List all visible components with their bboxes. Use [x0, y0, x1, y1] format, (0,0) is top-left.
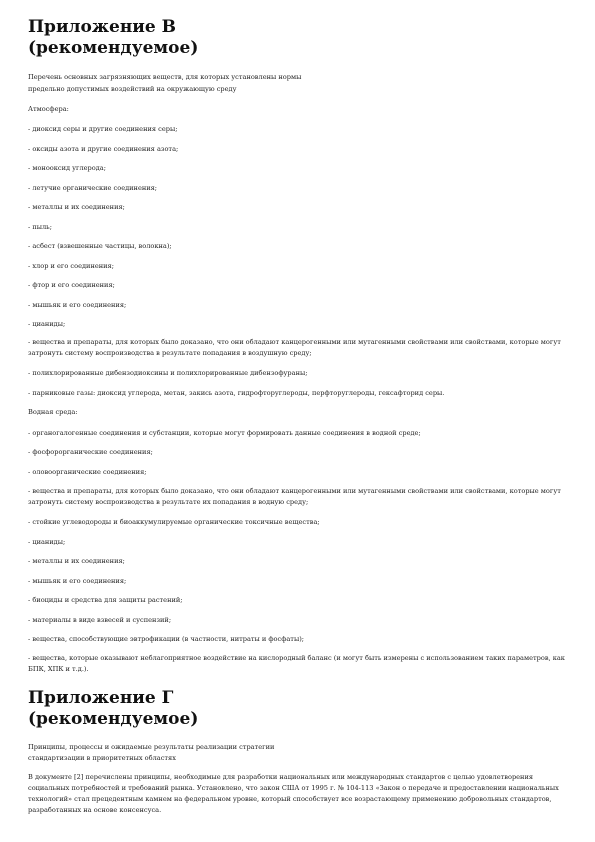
list-item: - монооксид углерода;	[28, 164, 106, 172]
appendix-b-intro-line2: предельно допустимых воздействий на окружающую среду	[28, 85, 237, 93]
list-item: - органогалогенные соединения и субстанции, которые могут формировать данные соединения в водной среде;	[28, 429, 421, 437]
appendix-b-subtitle: (рекомендуемое)	[28, 38, 199, 58]
list-item: - цианиды;	[28, 320, 66, 328]
atmosphere-heading: Атмосфера:	[28, 105, 69, 113]
list-item: - вещества и препараты, для которых было доказано, что они обладают канцерогенными или мутагенными свойствами или свойствами, которые могут затронуть систему воспроизводства в результате их попадания в водную среду;	[28, 487, 561, 506]
list-item: - стойкие углеводороды и биоаккумулируемые органические токсичные вещества;	[28, 518, 320, 526]
list-item: - мышьяк и его соединения;	[28, 577, 127, 585]
list-item: - вещества и препараты, для которых было доказано, что они обладают канцерогенными или мутагенными свойствами или свойствами, которые могут затронуть систему воспроизводства в результате попадания в воздушную среду;	[28, 338, 561, 357]
list-item: - материалы в виде взвесей и суспензий;	[28, 616, 172, 624]
list-item: - пыль;	[28, 223, 52, 231]
list-item: - парниковые газы: диоксид углерода, метан, закись азота, гидрофторуглероды, перфторуглероды, гексафторид серы.	[28, 389, 445, 397]
list-item: - металлы и их соединения;	[28, 203, 125, 211]
list-item: - оксиды азота и другие соединения азота;	[28, 145, 179, 153]
list-item: - асбест (взвешенные частицы, волокна);	[28, 242, 172, 250]
water-heading: Водная среда:	[28, 408, 78, 416]
list-item: - фтор и его соединения;	[28, 281, 115, 289]
list-item: - фосфорорганические соединения;	[28, 448, 153, 456]
list-item: - цианиды;	[28, 538, 66, 546]
list-item: - полихлорированные дибензодиоксины и полихлорированные дибензофураны;	[28, 369, 308, 377]
appendix-g-intro-line2: стандартизации в приоритетных областях	[28, 754, 176, 762]
list-item: - вещества, способствующие эвтрофикации (в частности, нитраты и фосфаты);	[28, 635, 304, 643]
appendix-g-subtitle: (рекомендуемое)	[28, 709, 199, 729]
appendix-b-intro-line1: Перечень основных загрязняющих веществ, для которых установлены нормы	[28, 73, 302, 81]
list-item: - диоксид серы и другие соединения серы;	[28, 125, 178, 133]
list-item: - биоциды и средства для защиты растений;	[28, 596, 183, 604]
list-item: - металлы и их соединения;	[28, 557, 125, 565]
list-item: - мышьяк и его соединения;	[28, 301, 127, 309]
appendix-g-intro-line1: Принципы, процессы и ожидаемые результаты реализации стратегии	[28, 743, 275, 751]
appendix-b-title: Приложение В	[28, 17, 177, 37]
list-item: - вещества, которые оказывают неблагоприятное воздействие на кислородный баланс (и могут быть измерены с использованием таких параметров, как БПК, ХПК и т.д.).	[28, 654, 565, 673]
list-item: - летучие органические соединения;	[28, 184, 158, 192]
appendix-g-title: Приложение Г	[28, 688, 174, 708]
list-item: - хлор и его соединения;	[28, 262, 114, 270]
list-item: - оловоорганические соединения;	[28, 468, 147, 476]
appendix-g-paragraph: В документе [2] перечислены принципы, необходимые для разработки национальных или международных стандартов с целью удовлетворения социальных потребностей и требований рынка. Установлено, что закон США от 1995 г. № 104-113 «Закон о передаче и предоставлении национальных технологий» стал прецедентным камнем на федеральном уровне, который способствует все возрастающему применению добровольных стандартов, разработанных на основе консенсуса.	[28, 773, 559, 814]
